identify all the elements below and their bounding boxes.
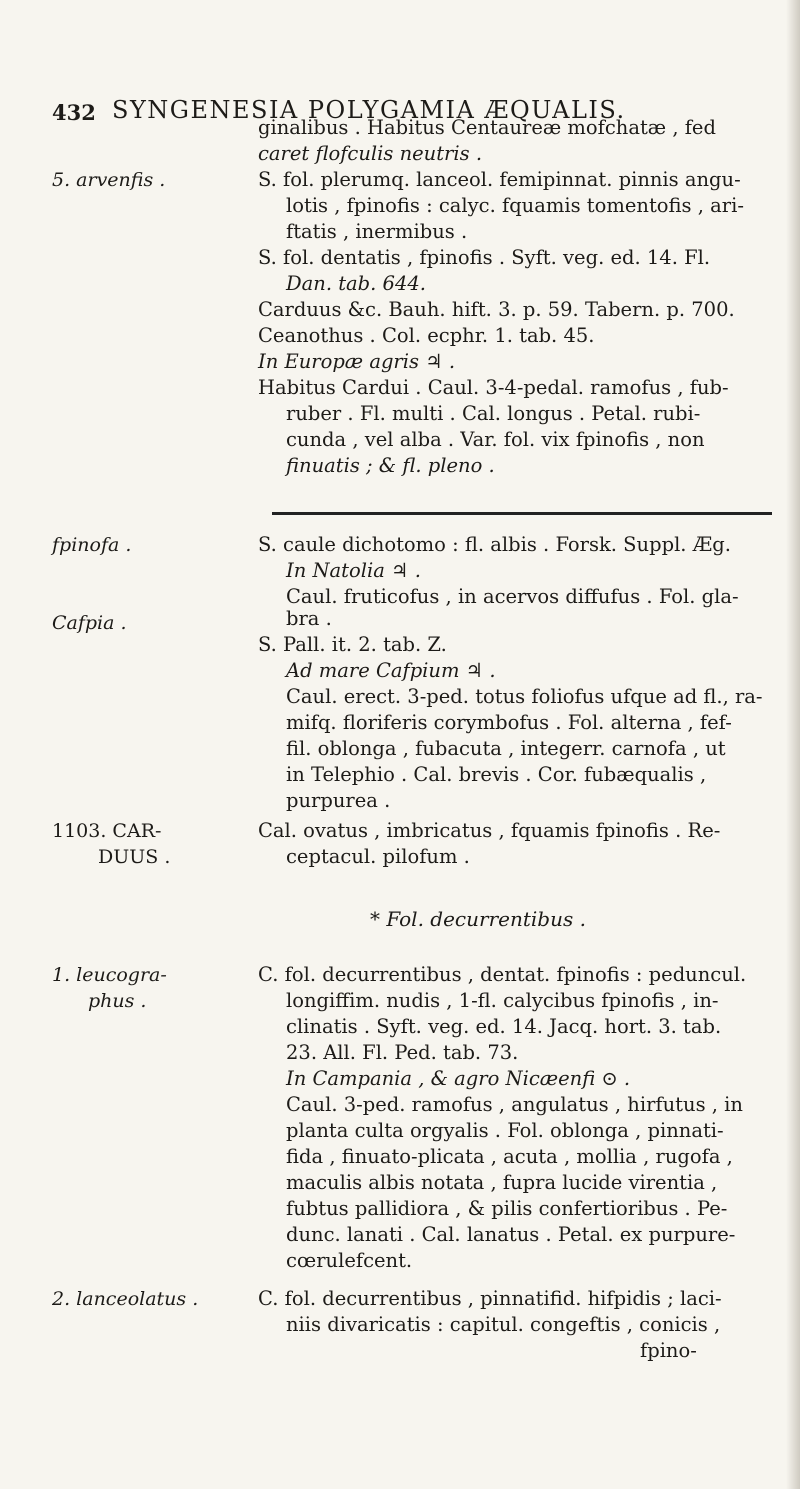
text-line: in Telephio . Cal. brevis . Cor. fubæqualis ,	[286, 763, 707, 786]
text-line: S. Pall. it. 2. tab. Z.	[258, 633, 447, 656]
species-label-arvensis: 5. arvenfis .	[52, 169, 166, 191]
text-line: lotis , fpinofis : calyc. fquamis tomentofis , ari-	[286, 194, 744, 217]
species-label-caspia: Cafpia .	[52, 612, 127, 634]
species-label-lanceolatus: 2. lanceolatus .	[52, 1288, 199, 1310]
running-title: SYNGENESIA POLYGAMIA ÆQUALIS.	[112, 96, 626, 124]
text-line: C. fol. decurrentibus , pinnatifid. hifpidis ; laci-	[258, 1287, 722, 1310]
species-label-leucographus-2: phus .	[88, 990, 147, 1012]
text-line: ruber . Fl. multi . Cal. longus . Petal. rubi-	[286, 402, 701, 425]
text-line: maculis albis notata , fupra lucide virentia ,	[286, 1171, 718, 1194]
genus-label-number: 1103. CAR-	[52, 820, 162, 842]
text-line: In Natolia ♃ .	[286, 559, 421, 582]
text-line: Ad mare Cafpium ♃ .	[286, 659, 496, 682]
text-line: 23. All. Fl. Ped. tab. 73.	[286, 1041, 519, 1064]
text-line: Cal. ovatus , imbricatus , fquamis fpinofis . Re-	[258, 819, 721, 842]
text-line: fida , finuato-plicata , acuta , mollia , rugofa ,	[286, 1145, 733, 1168]
text-line: ftatis , inermibus .	[286, 220, 468, 243]
text-line: S. caule dichotomo : fl. albis . Forsk. Suppl. Æg.	[258, 533, 731, 556]
section-heading: * Fol. decurrentibus .	[370, 907, 586, 931]
text-line: S. fol. dentatis , fpinofis . Syft. veg. ed. 14. Fl.	[258, 246, 711, 269]
page-edge-shadow	[786, 0, 800, 1489]
text-line: C. fol. decurrentibus , dentat. fpinofis : peduncul.	[258, 963, 747, 986]
text-line: Habitus Cardui . Caul. 3-4-pedal. ramofus , fub-	[258, 376, 729, 399]
species-label-leucographus-1: 1. leucogra-	[52, 964, 167, 986]
text-line: fpino-	[640, 1339, 697, 1362]
text-line: Caul. 3-ped. ramofus , angulatus , hirfutus , in	[286, 1093, 743, 1116]
text-line: fubtus pallidiora , & pilis confertioribus . Pe-	[286, 1197, 728, 1220]
text-line: In Europæ agris ♃ .	[258, 350, 456, 373]
text-line: caret flofculis neutris .	[258, 142, 483, 165]
text-line: Ceanothus . Col. ecphr. 1. tab. 45.	[258, 324, 595, 347]
text-line: ginalibus . Habitus Centaureæ mofchatæ , fed	[258, 116, 716, 139]
text-line: S. fol. plerumq. lanceol. femipinnat. pinnis angu-	[258, 168, 741, 191]
text-line: purpurea .	[286, 789, 391, 812]
text-line: niis divaricatis : capitul. congeftis , conicis ,	[286, 1313, 721, 1336]
text-line: longiffim. nudis , 1-fl. calycibus fpinofis , in-	[286, 989, 719, 1012]
text-line: bra .	[286, 607, 332, 630]
text-line: ceptacul. pilofum .	[286, 845, 470, 868]
text-line: dunc. lanati . Cal. lanatus . Petal. ex purpure-	[286, 1223, 736, 1246]
species-label-spinosa: fpinofa .	[52, 534, 132, 556]
text-line: Carduus &c. Bauh. hift. 3. p. 59. Tabern. p. 700.	[258, 298, 735, 321]
text-line: fil. oblonga , fubacuta , integerr. carnofa , ut	[286, 737, 726, 760]
text-line: mifq. floriferis corymbofus . Fol. alterna , fef-	[286, 711, 732, 734]
section-divider	[272, 512, 772, 515]
text-line: cœrulefcent.	[286, 1249, 413, 1272]
text-line: cunda , vel alba . Var. fol. vix fpinofis , non	[286, 428, 705, 451]
text-line: In Campania , & agro Nicæenfi ⊙ .	[286, 1067, 631, 1090]
page-number: 432	[52, 100, 96, 125]
text-line: planta culta orgyalis . Fol. oblonga , pinnati-	[286, 1119, 724, 1142]
text-line: Caul. fruticofus , in acervos diffufus . Fol. gla-	[286, 585, 739, 608]
genus-label-name: DUUS .	[98, 846, 171, 868]
text-line: clinatis . Syft. veg. ed. 14. Jacq. hort. 3. tab.	[286, 1015, 722, 1038]
text-line: finuatis ; & fl. pleno .	[286, 454, 495, 477]
text-line: Dan. tab. 644.	[286, 272, 426, 295]
text-line: Caul. erect. 3-ped. totus foliofus ufque ad fl., ra-	[286, 685, 763, 708]
